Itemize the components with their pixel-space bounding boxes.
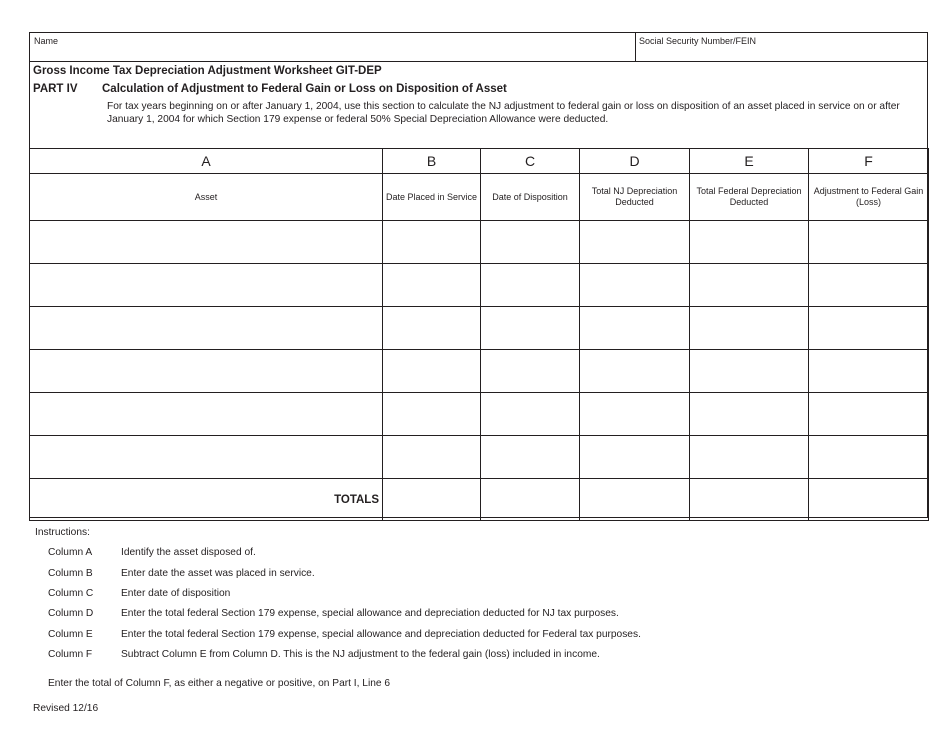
federal-depreciation-input[interactable] (690, 436, 809, 479)
part-description: For tax years beginning on or after January 1, 2004, use this section to calculate the NJ adjustment to federal gain or loss on disposition of an asset placed in service on or after January 1, 2004 for which Section 179 expense or federal 50% Special Depreciation Allowance were deducted. (107, 101, 900, 125)
asset-input[interactable] (30, 393, 383, 436)
depreciation-table (29, 148, 929, 521)
ssn-field-label: Social Security Number/FEIN (639, 36, 757, 46)
date-disposition-input[interactable] (481, 264, 580, 307)
instruction-column-label: Column C (48, 588, 94, 599)
instruction-text: Identify the asset disposed of. (121, 547, 256, 558)
date-disposition-input[interactable] (481, 307, 580, 350)
federal-depreciation-input[interactable] (690, 350, 809, 393)
column-letter-b: B (383, 149, 481, 174)
column-letter-a: A (30, 149, 383, 174)
date-placed-input[interactable] (383, 436, 481, 479)
nj-depreciation-input[interactable] (580, 307, 690, 350)
table-row (30, 393, 929, 436)
nj-depreciation-input[interactable] (580, 393, 690, 436)
header-divider (635, 33, 636, 61)
column-letter-d: D (580, 149, 690, 174)
date-placed-input[interactable] (383, 307, 481, 350)
table-row (30, 264, 929, 307)
column-heading-asset: Asset (30, 174, 383, 221)
part-title: Calculation of Adjustment to Federal Gain or Loss on Disposition of Asset (102, 83, 507, 95)
column-letter-c: C (481, 149, 580, 174)
nj-depreciation-input[interactable] (580, 350, 690, 393)
nj-depreciation-input[interactable] (580, 264, 690, 307)
instruction-column-label: Column E (48, 629, 93, 640)
total-nj-depreciation-input[interactable] (580, 479, 690, 521)
column-heading-federal-depreciation: Total Federal Depreciation Deducted (690, 174, 809, 221)
column-heading-date-placed: Date Placed in Service (383, 174, 481, 221)
federal-depreciation-input[interactable] (690, 264, 809, 307)
instruction-column-label: Column B (48, 568, 93, 579)
column-letter-row (30, 149, 929, 174)
totals-label: TOTALS (30, 479, 383, 521)
instruction-item (48, 588, 230, 599)
instruction-item (48, 629, 641, 640)
date-placed-input[interactable] (383, 264, 481, 307)
instructions-heading: Instructions: (35, 527, 90, 538)
adjustment-input[interactable] (809, 350, 929, 393)
date-disposition-input[interactable] (481, 393, 580, 436)
federal-depreciation-input[interactable] (690, 307, 809, 350)
instruction-text: Enter the total federal Section 179 expense, special allowance and depreciation deducted for NJ tax purposes. (121, 608, 619, 619)
date-disposition-input[interactable] (481, 436, 580, 479)
column-heading-row (30, 174, 929, 221)
instruction-text: Enter the total federal Section 179 expense, special allowance and depreciation deducted for Federal tax purposes. (121, 629, 641, 640)
part-label: PART IV (33, 83, 78, 95)
column-letter-f: F (809, 149, 929, 174)
total-date-placed-cell (383, 479, 481, 521)
adjustment-input[interactable] (809, 436, 929, 479)
instruction-column-label: Column D (48, 608, 94, 619)
adjustment-input[interactable] (809, 264, 929, 307)
asset-input[interactable] (30, 307, 383, 350)
asset-input[interactable] (30, 436, 383, 479)
date-disposition-input[interactable] (481, 350, 580, 393)
adjustment-input[interactable] (809, 393, 929, 436)
instruction-column-label: Column F (48, 649, 93, 660)
date-disposition-input[interactable] (481, 221, 580, 264)
adjustment-input[interactable] (809, 221, 929, 264)
total-adjustment-input[interactable] (809, 479, 929, 521)
total-date-disposition-cell (481, 479, 580, 521)
federal-depreciation-input[interactable] (690, 221, 809, 264)
date-placed-input[interactable] (383, 393, 481, 436)
instruction-item (48, 547, 256, 558)
instruction-item (48, 649, 600, 660)
column-heading-date-disposition: Date of Disposition (481, 174, 580, 221)
date-placed-input[interactable] (383, 221, 481, 264)
federal-depreciation-input[interactable] (690, 393, 809, 436)
revision-date: Revised 12/16 (33, 703, 99, 714)
worksheet-title: Gross Income Tax Depreciation Adjustment Worksheet GIT-DEP (33, 65, 382, 77)
column-heading-nj-depreciation: Total NJ Depreciation Deducted (580, 174, 690, 221)
instruction-text: Enter date of disposition (121, 588, 231, 599)
table-row (30, 436, 929, 479)
totals-row (30, 479, 929, 521)
identity-header (30, 33, 927, 62)
column-heading-adjustment: Adjustment to Federal Gain (Loss) (809, 174, 929, 221)
name-field-label: Name (34, 36, 59, 46)
instruction-column-label: Column A (48, 547, 93, 558)
date-placed-input[interactable] (383, 350, 481, 393)
table-row (30, 350, 929, 393)
instructions-summary: Enter the total of Column F, as either a negative or positive, on Part I, Line 6 (48, 678, 391, 689)
total-federal-depreciation-input[interactable] (690, 479, 809, 521)
worksheet-frame (29, 32, 928, 518)
instruction-text: Subtract Column E from Column D. This is the NJ adjustment to the federal gain (loss) included in income. (121, 649, 600, 660)
instruction-text: Enter date the asset was placed in service. (121, 568, 315, 579)
nj-depreciation-input[interactable] (580, 436, 690, 479)
instruction-item (48, 608, 619, 619)
column-letter-e: E (690, 149, 809, 174)
asset-input[interactable] (30, 350, 383, 393)
adjustment-input[interactable] (809, 307, 929, 350)
nj-depreciation-input[interactable] (580, 221, 690, 264)
table-row (30, 307, 929, 350)
instruction-item (48, 568, 315, 579)
asset-input[interactable] (30, 221, 383, 264)
table-row (30, 221, 929, 264)
asset-input[interactable] (30, 264, 383, 307)
